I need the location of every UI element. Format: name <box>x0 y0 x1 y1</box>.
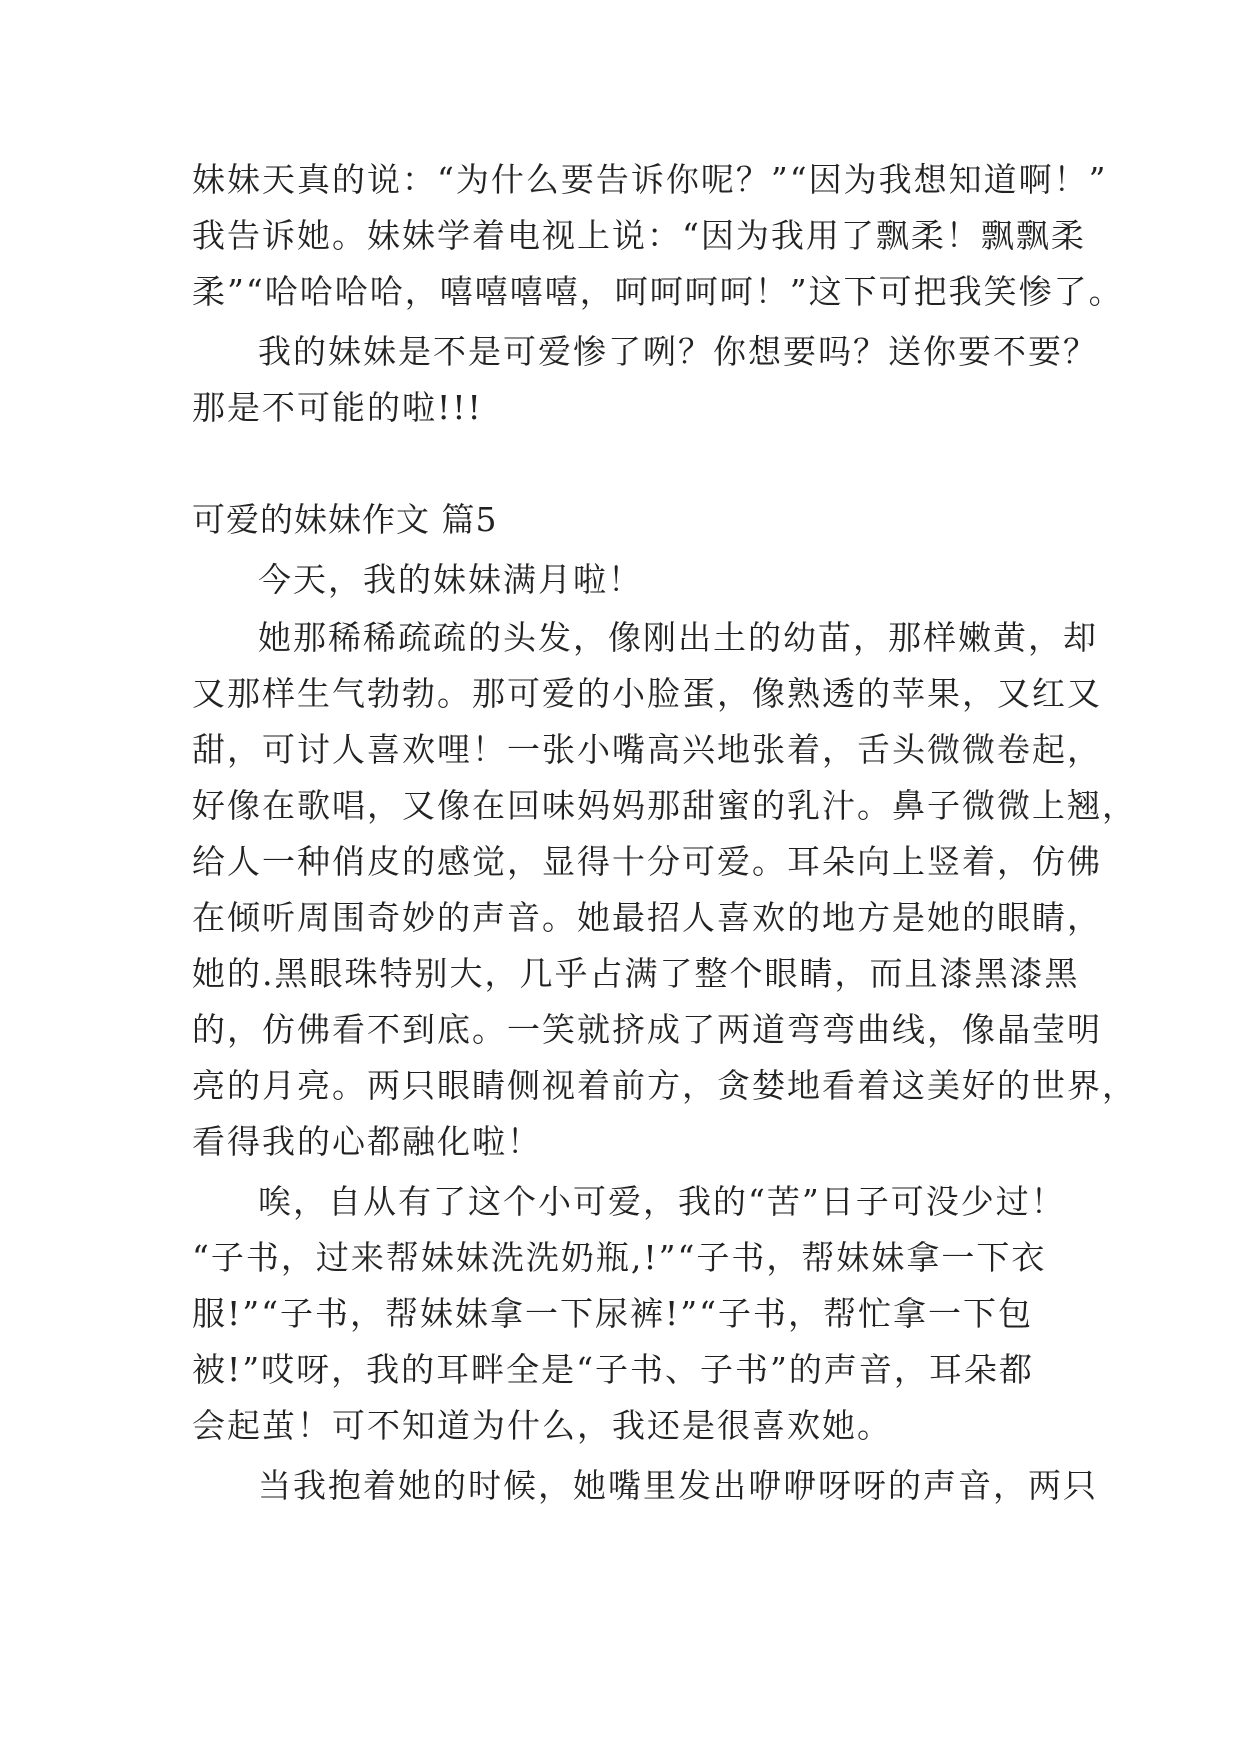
paragraph-line: 今天，我的妹妹满月啦！ <box>258 560 643 599</box>
paragraph-line: 会起茧！可不知道为什么，我还是很喜欢她。 <box>192 1406 892 1445</box>
paragraph-line: 服!”“子书，帮妹妹拿一下尿裤!”“子书，帮忙拿一下包 <box>192 1294 1034 1333</box>
section-heading: 可爱的妹妹作文 篇5 <box>192 500 498 539</box>
paragraph-line: 给人一种俏皮的感觉，显得十分可爱。耳朵向上竖着，仿佛 <box>192 842 1102 881</box>
paragraph-line: 亮的月亮。两只眼睛侧视着前方，贪婪地看着这美好的世界， <box>192 1066 1137 1105</box>
paragraph-line: 她的.黑眼珠特别大，几乎占满了整个眼睛，而且漆黑漆黑 <box>192 954 1080 993</box>
paragraph-line: 柔”“哈哈哈哈，嘻嘻嘻嘻，呵呵呵呵！”这下可把我笑惨了。 <box>192 272 1124 311</box>
paragraph-line: 那是不可能的啦!!! <box>192 388 483 427</box>
paragraph-line: 她那稀稀疏疏的头发，像刚出土的幼苗，那样嫩黄，却 <box>258 618 1098 657</box>
paragraph-line: 甜，可讨人喜欢哩！一张小嘴高兴地张着，舌头微微卷起， <box>192 730 1102 769</box>
paragraph-line: 在倾听周围奇妙的声音。她最招人喜欢的地方是她的眼睛， <box>192 898 1102 937</box>
paragraph-line: 好像在歌唱，又像在回味妈妈那甜蜜的乳汁。鼻子微微上翘， <box>192 786 1137 825</box>
paragraph-line: 看得我的心都融化啦！ <box>192 1122 542 1161</box>
paragraph-line: 妹妹天真的说：“为什么要告诉你呢？”“因为我想知道啊！” <box>192 160 1108 199</box>
paragraph-line: 当我抱着她的时候，她嘴里发出咿咿呀呀的声音，两只 <box>258 1466 1098 1505</box>
paragraph-line: 的，仿佛看不到底。一笑就挤成了两道弯弯曲线，像晶莹明 <box>192 1010 1102 1049</box>
paragraph-line: 又那样生气勃勃。那可爱的小脸蛋，像熟透的苹果，又红又 <box>192 674 1102 713</box>
paragraph-line: 我告诉她。妹妹学着电视上说：“因为我用了飘柔！飘飘柔 <box>192 216 1086 255</box>
paragraph-line: 被!”哎呀，我的耳畔全是“子书、子书”的声音，耳朵都 <box>192 1350 1034 1389</box>
paragraph-line: 唉，自从有了这个小可爱，我的“苦”日子可没少过！ <box>258 1182 1066 1221</box>
paragraph-line: 我的妹妹是不是可爱惨了咧？你想要吗？送你要不要？ <box>258 332 1098 371</box>
paragraph-line: “子书，过来帮妹妹洗洗奶瓶,!”“子书，帮妹妹拿一下衣 <box>192 1238 1047 1277</box>
